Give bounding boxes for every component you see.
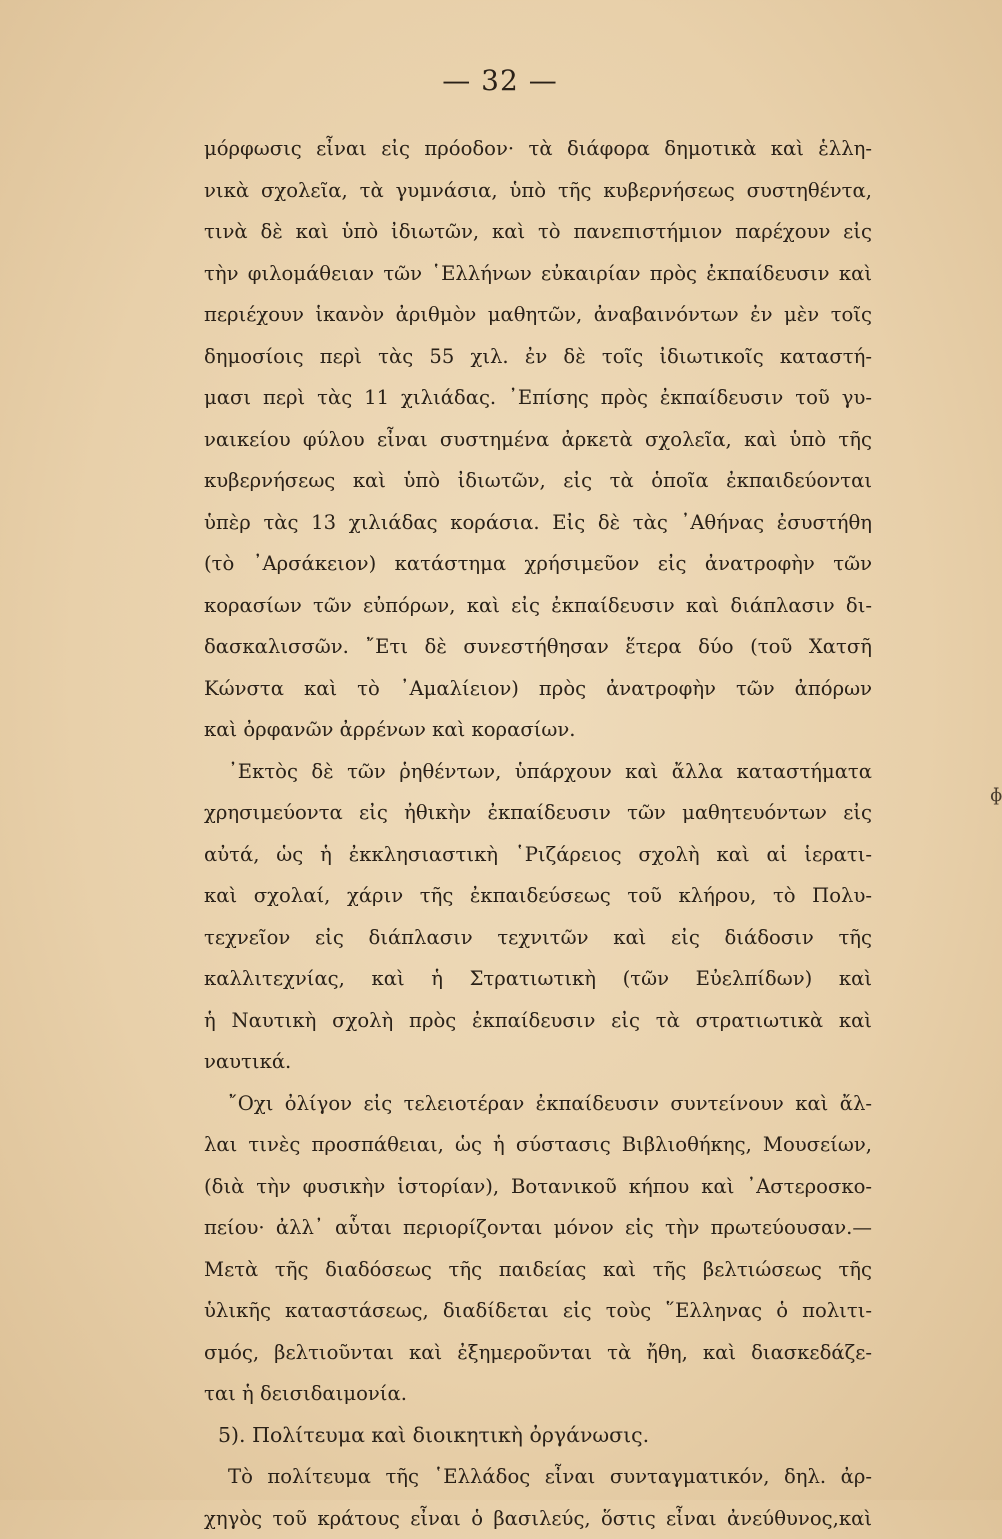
text-line: μόρφωσις εἶναι εἰς πρόοδον· τὰ διάφορα δημοτικὰ καὶ ἑλλη- xyxy=(204,128,872,170)
text-line: κορασίων τῶν εὐπόρων, καὶ εἰς ἐκπαίδευσιν καὶ διάπλασιν δι- xyxy=(204,585,872,627)
text-line: ὑλικῆς καταστάσεως, διαδίδεται εἰς τοὺς ῞Ελληνας ὁ πολιτι- xyxy=(204,1290,872,1332)
text-line: καλλιτεχνίας, καὶ ἡ Στρατιωτικὴ (τῶν Εὐελπίδων) καὶ xyxy=(204,958,872,1000)
text-line: (διὰ τὴν φυσικὴν ἱστορίαν), Βοτανικοῦ κήπου καὶ ᾿Αστεροσκο- xyxy=(204,1166,872,1208)
text-line: καὶ ὀρφανῶν ἀρρένων καὶ κορασίων. xyxy=(204,709,872,751)
text-line: κυβερνήσεως καὶ ὑπὸ ἰδιωτῶν, εἰς τὰ ὁποῖα ἐκπαιδεύονται xyxy=(204,460,872,502)
text-line: ναυτικά. xyxy=(204,1041,872,1083)
text-line: ἡ Ναυτικὴ σχολὴ πρὸς ἐκπαίδευσιν εἰς τὰ στρατιωτικὰ καὶ xyxy=(204,1000,872,1042)
page-number: — 32 — xyxy=(0,64,1000,97)
text-line: περιέχουν ἱκανὸν ἀριθμὸν μαθητῶν, ἀναβαινόντων ἐν μὲν τοῖς xyxy=(204,294,872,336)
margin-mark: ɸ xyxy=(990,785,1002,806)
text-line: δημοσίοις περὶ τὰς 55 χιλ. ἐν δὲ τοῖς ἰδιωτικοῖς καταστή- xyxy=(204,336,872,378)
text-line: τινὰ δὲ καὶ ὑπὸ ἰδιωτῶν, καὶ τὸ πανεπιστήμιον παρέχουν εἰς xyxy=(204,211,872,253)
text-line: ᾿Εκτὸς δὲ τῶν ῥηθέντων, ὑπάρχουν καὶ ἄλλα καταστήματα xyxy=(204,751,872,793)
text-line: ναικείου φύλου εἶναι συστημένα ἀρκετὰ σχολεῖα, καὶ ὑπὸ τῆς xyxy=(204,419,872,461)
text-line: ῎Οχι ὀλίγον εἰς τελειοτέραν ἐκπαίδευσιν συντείνουν καὶ ἄλ- xyxy=(204,1083,872,1125)
text-line: λαι τινὲς προσπάθειαι, ὡς ἡ σύστασις Βιβλιοθήκης, Μουσείων, xyxy=(204,1124,872,1166)
text-line: Μετὰ τῆς διαδόσεως τῆς παιδείας καὶ τῆς βελτιώσεως τῆς xyxy=(204,1249,872,1291)
text-line: ὑπὲρ τὰς 13 χιλιάδας κοράσια. Εἰς δὲ τὰς ᾿Αθήνας ἐσυστήθη xyxy=(204,502,872,544)
text-line: χηγὸς τοῦ κράτους εἶναι ὁ βασιλεύς, ὅστις εἶναι ἀνεύθυνος,καὶ xyxy=(204,1498,872,1539)
text-line: (τὸ ᾿Αρσάκειον) κατάστημα χρήσιμεῦον εἰς ἀνατροφὴν τῶν xyxy=(204,543,872,585)
text-line: Κώνστα καὶ τὸ ᾿Αμαλίειον) πρὸς ἀνατροφὴν τῶν ἀπόρων xyxy=(204,668,872,710)
text-line: μασι περὶ τὰς 11 χιλιάδας. ᾿Επίσης πρὸς ἐκπαίδευσιν τοῦ γυ- xyxy=(204,377,872,419)
text-line: τὴν φιλομάθειαν τῶν ῾Ελλήνων εὐκαιρίαν πρὸς ἐκπαίδευσιν καὶ xyxy=(204,253,872,295)
text-line: χρησιμεύοντα εἰς ἠθικὴν ἐκπαίδευσιν τῶν μαθητευόντων εἰς xyxy=(204,792,872,834)
text-line: δασκαλισσῶν. ῎Ετι δὲ συνεστήθησαν ἕτερα δύο (τοῦ Χατσῆ xyxy=(204,626,872,668)
body-text xyxy=(204,128,872,1539)
section-heading: 5). Πολίτευμα καὶ διοικητικὴ ὀργάνωσις. xyxy=(204,1415,872,1457)
text-line: σμός, βελτιοῦνται καὶ ἐξημεροῦνται τὰ ἤθη, καὶ διασκεδάζε- xyxy=(204,1332,872,1374)
text-line: πείου· ἀλλ᾿ αὗται περιορίζονται μόνον εἰς τὴν πρωτεύουσαν.— xyxy=(204,1207,872,1249)
text-line: τεχνεῖον εἰς διάπλασιν τεχνιτῶν καὶ εἰς διάδοσιν τῆς xyxy=(204,917,872,959)
text-line: ται ἡ δεισιδαιμονία. xyxy=(204,1373,872,1415)
text-line: καὶ σχολαί, χάριν τῆς ἐκπαιδεύσεως τοῦ κλήρου, τὸ Πολυ- xyxy=(204,875,872,917)
text-line: αὐτά, ὡς ἡ ἐκκλησιαστικὴ ῾Ριζάρειος σχολὴ καὶ αἱ ἱερατι- xyxy=(204,834,872,876)
text-line: νικὰ σχολεῖα, τὰ γυμνάσια, ὑπὸ τῆς κυβερνήσεως συστηθέντα, xyxy=(204,170,872,212)
text-line: Τὸ πολίτευμα τῆς ῾Ελλάδος εἶναι συνταγματικόν, δηλ. ἀρ- xyxy=(204,1456,872,1498)
